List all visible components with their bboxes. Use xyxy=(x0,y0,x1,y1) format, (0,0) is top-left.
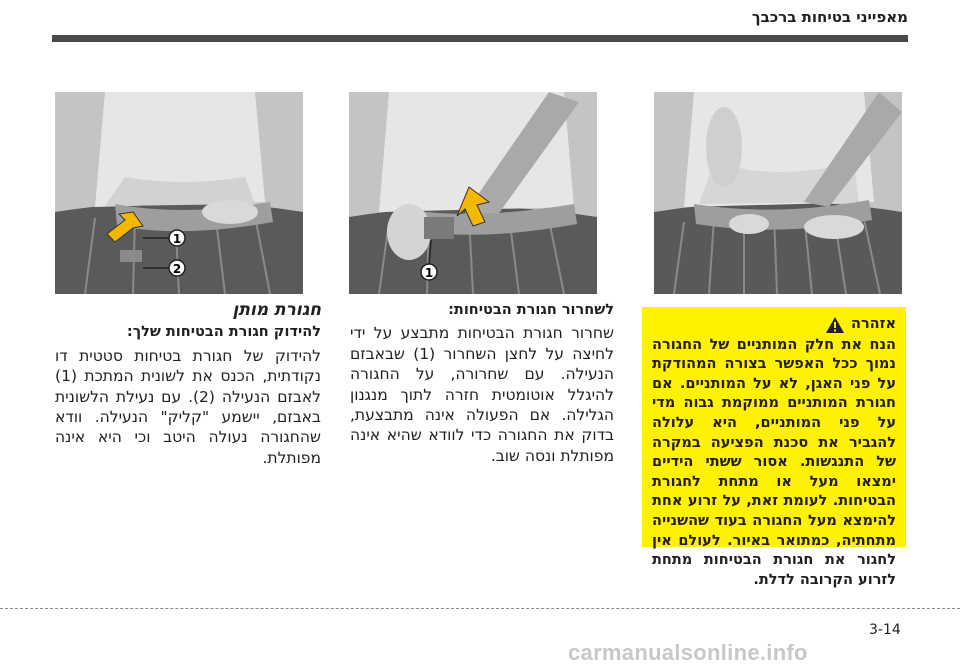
fasten-text: להידוק של חגורת בטיחות סטטית דו נקודתית, הכנס את לשונית המתכת (1) לאבזם הנעילה (2). עם נעילת הלשונית באבזם, יישמע "קליק" הנעילה. וודא שהחגורה נעולה היטב וכי היא אינה מפותלת. xyxy=(55,346,321,467)
release-section xyxy=(350,300,614,466)
release-text: שחרור חגורת הבטיחות מתבצע על ידי לחיצה על לחצן השחרור (1) שבאבזם הנעילה. עם שחרורה, על החגורה להיגלל אוטומטית חזרה לתוך מנגנון הגלילה. אם הפעולה אינה מתבצעת, בדוק את החגורה כדי לוודא שהיא אינה מפותלת ונסה שוב. xyxy=(350,324,614,465)
release-subtitle: לשחרור חגורת הבטיחות: xyxy=(448,302,614,318)
page-header-title: מאפייני בטיחות ברכבך xyxy=(751,8,908,26)
warning-title: אזהרה xyxy=(850,316,896,332)
header-rule xyxy=(52,35,908,42)
warning-triangle-icon xyxy=(825,316,845,334)
lap-belt-section xyxy=(55,300,321,468)
page-number: 3-14 xyxy=(869,622,901,638)
figure-lap-belt xyxy=(55,92,303,294)
callout-1-left: 1 xyxy=(172,232,182,246)
callout-1: 1 xyxy=(424,266,434,280)
warning-box xyxy=(642,307,906,588)
callout-2-left: 2 xyxy=(172,262,182,276)
warning-header xyxy=(652,315,896,335)
lap-belt-title: חגורת מותן xyxy=(232,300,321,320)
watermark-text: carmanualsonline.info xyxy=(568,640,808,665)
figure-belt-release xyxy=(349,92,597,294)
fasten-subtitle: להידוק חגורת הבטיחות שלך: xyxy=(126,324,321,341)
figure-belt-position xyxy=(654,92,902,294)
warning-text: הנח את חלק המותניים של החגורה נמוך ככל האפשר בצורה המהודקת על פני האגן, לא על המותניים. אם חגורת המותניים ממוקמת גבוה מדי על פני המותניים, היא עלולה להגביר את סכנת הפציעה במקרה של התנגשות. אסור ששתי הידיים ימצאו מעל או מתחת לחגורת הבטיחות. לעומת זאת, על זרוע אחת להימצא מעל החגורה בעוד שהשנייה מתחתיה, כמתואר באיור. לעולם אין לחגור את חגורת הבטיחות מתחת לזרוע הקרובה לדלת. xyxy=(652,336,896,588)
footer-divider xyxy=(0,608,960,609)
